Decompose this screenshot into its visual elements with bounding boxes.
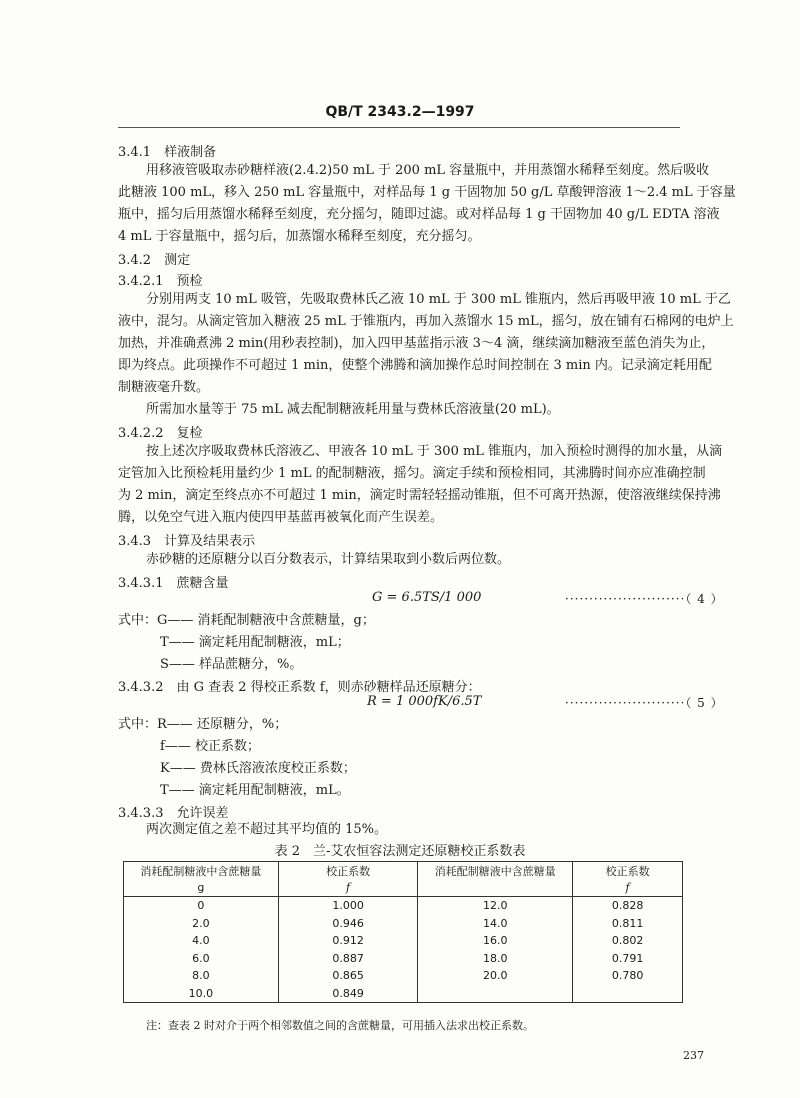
- where-line: f—— 校正系数；: [160, 739, 260, 754]
- equation-5-number: ·························（ 5 ）: [565, 696, 724, 710]
- table-cell: 14.0: [418, 915, 573, 933]
- equation-5: R = 1 000fK/6.5T: [367, 694, 482, 709]
- where-line: 式中：G—— 消耗配制糖液中含蔗糖量，g；: [118, 613, 375, 628]
- page-number: 237: [683, 1049, 704, 1062]
- table-cell: 20.0: [418, 967, 573, 985]
- table-row: [124, 967, 683, 985]
- table-cell: 0.887: [278, 950, 418, 968]
- table-cell: 2.0: [124, 915, 279, 933]
- section-3-4-1: 3.4.1 样液制备: [118, 145, 217, 160]
- table-cell: 0.780: [573, 967, 683, 985]
- table-row: [124, 897, 683, 915]
- column-header: 消耗配制糖液中含蔗糖量: [124, 862, 279, 880]
- table-cell: 0.828: [573, 897, 683, 915]
- table-cell: 10.0: [124, 985, 279, 1003]
- paragraph-line: 加热，并准确煮沸 2 min(用秒表控制)，加入四甲基蓝指示液 3～4 滴，继续滴加糖液至蓝色消失为止，: [118, 336, 715, 351]
- column-unit: g: [124, 879, 279, 897]
- table-cell: 0.912: [278, 932, 418, 950]
- paragraph-line: 制糖液毫升数。: [118, 380, 210, 395]
- paragraph-line: 用移液管吸取赤砂糖样液(2.4.2)50 mL 于 200 mL 容量瓶中，并用蒸馏水稀释至刻度。然后吸收: [146, 163, 710, 178]
- column-header: 校正系数: [573, 862, 683, 880]
- document-header: QB/T 2343.2—1997: [325, 104, 475, 120]
- table-cell: 4.0: [124, 932, 279, 950]
- paragraph-line: 瓶中，摇匀后用蒸馏水稀释至刻度，充分摇匀，随即过滤。或对样品每 1 g 干固物加 40 g/L EDTA 溶液: [118, 207, 720, 222]
- equation-4-number: ·························（ 4 ）: [565, 592, 724, 606]
- paragraph-line: 按上述次序吸取费林氏溶液乙、甲液各 10 mL 于 300 mL 锥瓶内，加入预检时测得的加水量，从滴: [146, 444, 723, 459]
- section-3-4-2-1: 3.4.2.1 预检: [118, 274, 203, 289]
- paragraph-line: 所需加水量等于 75 mL 减去配制糖液耗用量与费林氏溶液量(20 mL)。: [146, 402, 560, 417]
- where-line: T—— 滴定耗用配制糖液，mL；: [160, 635, 350, 650]
- section-3-4-2-2: 3.4.2.2 复检: [118, 426, 203, 441]
- table-cell: [573, 985, 683, 1003]
- paragraph-line: 液中，混匀。从滴定管加入糖液 25 mL 于锥瓶内，再加入蒸馏水 15 mL，摇匀，放在铺有石棉网的电炉上: [118, 314, 734, 329]
- paragraph-line: 两次测定值之差不超过其平均值的 15%。: [146, 822, 388, 837]
- table-note: 注：查表 2 时对介于两个相邻数值之间的含蔗糖量，可用插入法求出校正系数。: [146, 1019, 534, 1032]
- table-cell: 6.0: [124, 950, 279, 968]
- table-cell: 12.0: [418, 897, 573, 915]
- table-cell: 18.0: [418, 950, 573, 968]
- where-line: S—— 样品蔗糖分，%。: [160, 657, 303, 672]
- table-header-row: [124, 862, 683, 880]
- section-3-4-3: 3.4.3 计算及结果表示: [118, 534, 256, 549]
- paragraph-line: 定管加入比预检耗用量约少 1 mL 的配制糖液，摇匀。滴定手续和预检相同，其沸腾时间亦应准确控制: [118, 466, 706, 481]
- table-cell: 0: [124, 897, 279, 915]
- paragraph-line: 为 2 min，滴定至终点亦不可超过 1 min，滴定时需轻轻摇动锥瓶，但不可离开热源，使溶液继续保持沸: [118, 488, 721, 503]
- column-header: 校正系数: [278, 862, 418, 880]
- section-3-4-3-2: 3.4.3.2 由 G 查表 2 得校正系数 f，则赤砂糖样品还原糖分：: [118, 680, 481, 695]
- section-3-4-3-3: 3.4.3.3 允许误差: [118, 806, 229, 821]
- table-cell: 1.000: [278, 897, 418, 915]
- table-cell: [418, 985, 573, 1003]
- where-line: T—— 滴定耗用配制糖液，mL。: [160, 783, 350, 798]
- equation-4: G = 6.5TS/1 000: [372, 590, 482, 605]
- paragraph-line: 此糖液 100 mL，移入 250 mL 容量瓶中，对样品每 1 g 干固物加 50 g/L 草酸钾溶液 1～2.4 mL 于容量: [118, 185, 736, 200]
- table-unit-row: [124, 879, 683, 897]
- correction-factor-table: [123, 861, 683, 1003]
- table-row: [124, 985, 683, 1003]
- table-cell: 0.849: [278, 985, 418, 1003]
- column-header: 消耗配制糖液中含蔗糖量: [418, 862, 573, 880]
- section-3-4-3-1: 3.4.3.1 蔗糖含量: [118, 576, 229, 591]
- column-unit: f: [278, 879, 418, 897]
- table-cell: 0.791: [573, 950, 683, 968]
- where-line: K—— 费林氏溶液浓度校正系数；: [160, 761, 356, 776]
- header-rule: [118, 127, 680, 128]
- paragraph-line: 4 mL 于容量瓶中，摇匀后，加蒸馏水稀释至刻度，充分摇匀。: [118, 229, 481, 244]
- table-cell: 0.946: [278, 915, 418, 933]
- table-cell: 0.811: [573, 915, 683, 933]
- table-row: [124, 915, 683, 933]
- column-unit: f: [573, 879, 683, 897]
- table-caption: 表 2 兰-艾农恒容法测定还原糖校正系数表: [274, 844, 526, 859]
- paragraph-line: 腾，以免空气进入瓶内使四甲基蓝再被氧化而产生误差。: [118, 510, 444, 525]
- table-cell: 0.865: [278, 967, 418, 985]
- table-cell: 16.0: [418, 932, 573, 950]
- paragraph-line: 即为终点。此项操作不可超过 1 min，使整个沸腾和滴加操作总时间控制在 3 min 内。记录滴定耗用配: [118, 358, 712, 373]
- section-3-4-2: 3.4.2 测定: [118, 253, 191, 268]
- paragraph-line: 赤砂糖的还原糖分以百分数表示，计算结果取到小数后两位数。: [146, 552, 511, 567]
- where-line: 式中：R—— 还原糖分，%；: [118, 717, 288, 732]
- table-row: [124, 950, 683, 968]
- table-cell: 8.0: [124, 967, 279, 985]
- table-row: [124, 932, 683, 950]
- column-unit: [418, 879, 573, 897]
- paragraph-line: 分别用两支 10 mL 吸管，先吸取费林氏乙液 10 mL 于 300 mL 锥瓶内，然后再吸甲液 10 mL 于乙: [146, 292, 731, 307]
- table-cell: 0.802: [573, 932, 683, 950]
